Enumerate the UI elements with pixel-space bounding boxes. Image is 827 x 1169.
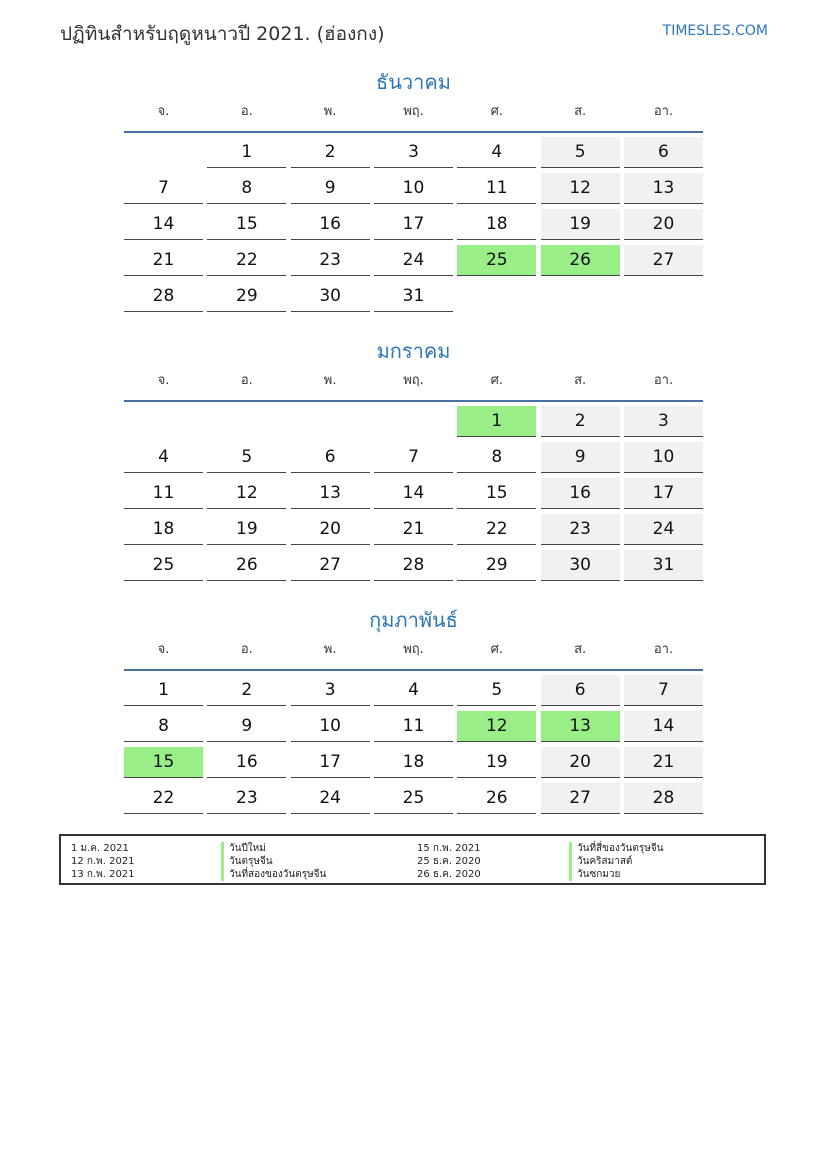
- week-row: [124, 281, 703, 317]
- legend-holiday-name: วันปีใหม่: [221, 842, 266, 855]
- weekday-label: อ.: [240, 373, 253, 388]
- day-cell[interactable]: 29: [457, 550, 536, 581]
- day-cell[interactable]: 10: [291, 711, 370, 742]
- day-cell[interactable]: 31: [624, 550, 703, 581]
- legend-holiday-name: วันที่สี่ของวันตรุษจีน: [569, 842, 663, 855]
- week-row: [124, 245, 703, 281]
- day-cell[interactable]: 13: [291, 478, 370, 509]
- day-cell[interactable]: 18: [374, 747, 453, 778]
- weekday-header: [124, 99, 703, 131]
- weekday-label: อ.: [240, 642, 253, 657]
- day-cell[interactable]: 25: [457, 245, 536, 276]
- day-cell[interactable]: 22: [207, 245, 286, 276]
- day-cell[interactable]: 27: [291, 550, 370, 581]
- weekday-label: จ.: [157, 104, 170, 119]
- weekday-label: อ.: [240, 104, 253, 119]
- week-row: [124, 550, 703, 586]
- day-cell[interactable]: 16: [291, 209, 370, 240]
- day-cell[interactable]: 23: [541, 514, 620, 545]
- week-row: [124, 514, 703, 550]
- empty-day-cell: [374, 406, 453, 437]
- day-cell[interactable]: 3: [374, 137, 453, 168]
- day-cell[interactable]: 5: [541, 137, 620, 168]
- day-cell[interactable]: 23: [207, 783, 286, 814]
- day-cell[interactable]: 2: [541, 406, 620, 437]
- weekday-label: ส.: [574, 642, 587, 657]
- weekday-header: [124, 368, 703, 400]
- day-cell[interactable]: 25: [374, 783, 453, 814]
- empty-day-cell: [624, 281, 703, 312]
- week-row: [124, 478, 703, 514]
- day-cell[interactable]: 15: [124, 747, 203, 778]
- day-cell[interactable]: 26: [541, 245, 620, 276]
- day-cell[interactable]: 20: [291, 514, 370, 545]
- empty-day-cell: [541, 281, 620, 312]
- day-cell[interactable]: 28: [624, 783, 703, 814]
- weekday-label: พฤ.: [403, 104, 424, 119]
- day-cell[interactable]: 27: [541, 783, 620, 814]
- day-cell[interactable]: 8: [124, 711, 203, 742]
- legend-date: 1 ม.ค. 2021: [71, 843, 129, 854]
- week-row: [124, 783, 703, 819]
- day-cell[interactable]: 21: [374, 514, 453, 545]
- day-cell[interactable]: 18: [124, 514, 203, 545]
- week-row: [124, 173, 703, 209]
- weekday-header: [124, 637, 703, 669]
- day-cell[interactable]: 5: [207, 442, 286, 473]
- week-row: [124, 711, 703, 747]
- day-cell[interactable]: 20: [541, 747, 620, 778]
- legend-holiday-name: วันซกมวย: [569, 868, 620, 881]
- empty-day-cell: [207, 406, 286, 437]
- day-cell[interactable]: 26: [207, 550, 286, 581]
- day-cell[interactable]: 28: [124, 281, 203, 312]
- day-cell[interactable]: 11: [374, 711, 453, 742]
- day-cell[interactable]: 31: [374, 281, 453, 312]
- day-cell[interactable]: 16: [207, 747, 286, 778]
- weekday-label: พ.: [323, 373, 337, 388]
- day-cell[interactable]: 1: [207, 137, 286, 168]
- day-cell[interactable]: 4: [457, 137, 536, 168]
- day-cell[interactable]: 11: [124, 478, 203, 509]
- day-cell[interactable]: 1: [457, 406, 536, 437]
- month-divider: [124, 669, 703, 671]
- week-row: [124, 442, 703, 478]
- day-cell[interactable]: 7: [374, 442, 453, 473]
- day-cell[interactable]: 6: [291, 442, 370, 473]
- day-cell[interactable]: 14: [374, 478, 453, 509]
- day-cell[interactable]: 22: [457, 514, 536, 545]
- week-row: [124, 209, 703, 245]
- month-grid: [124, 137, 703, 317]
- day-cell[interactable]: 12: [457, 711, 536, 742]
- day-cell[interactable]: 3: [624, 406, 703, 437]
- month-title: กุมภาพันธ์: [369, 608, 458, 632]
- day-cell[interactable]: 10: [624, 442, 703, 473]
- day-cell[interactable]: 5: [457, 675, 536, 706]
- day-cell[interactable]: 21: [624, 747, 703, 778]
- day-cell[interactable]: 30: [541, 550, 620, 581]
- legend-holiday-name: วันคริสมาสต์: [569, 855, 632, 868]
- day-cell[interactable]: 13: [624, 173, 703, 204]
- weekday-label: ส.: [574, 104, 587, 119]
- day-cell[interactable]: 19: [541, 209, 620, 240]
- empty-day-cell: [124, 137, 203, 168]
- weekday-label: พฤ.: [403, 642, 424, 657]
- day-cell[interactable]: 7: [624, 675, 703, 706]
- weekday-label: อา.: [653, 373, 674, 388]
- month-grid: [124, 675, 703, 819]
- day-cell[interactable]: 14: [624, 711, 703, 742]
- weekday-label: ศ.: [490, 642, 503, 657]
- empty-day-cell: [457, 281, 536, 312]
- day-cell[interactable]: 24: [374, 245, 453, 276]
- day-cell[interactable]: 8: [457, 442, 536, 473]
- day-cell[interactable]: 2: [207, 675, 286, 706]
- month-divider: [124, 400, 703, 402]
- day-cell[interactable]: 15: [207, 209, 286, 240]
- day-cell[interactable]: 6: [541, 675, 620, 706]
- weekday-label: พฤ.: [403, 373, 424, 388]
- day-cell[interactable]: 9: [541, 442, 620, 473]
- legend-date: 15 ก.พ. 2021: [417, 843, 481, 854]
- weekday-label: จ.: [157, 642, 170, 657]
- day-cell[interactable]: 21: [124, 245, 203, 276]
- day-cell[interactable]: 11: [457, 173, 536, 204]
- weekday-label: พ.: [323, 104, 337, 119]
- page-title: ปฏิทินสำหรับฤดูหนาวปี 2021. (ฮ่องกง): [60, 23, 385, 45]
- weekday-label: ศ.: [490, 104, 503, 119]
- day-cell[interactable]: 18: [457, 209, 536, 240]
- month-title: ธันวาคม: [376, 70, 451, 94]
- day-cell[interactable]: 9: [207, 711, 286, 742]
- day-cell[interactable]: 29: [207, 281, 286, 312]
- day-cell[interactable]: 3: [291, 675, 370, 706]
- legend-date: 25 ธ.ค. 2020: [417, 856, 481, 867]
- week-row: [124, 747, 703, 783]
- site-link[interactable]: TIMESLES.COM: [662, 23, 768, 39]
- day-cell[interactable]: 24: [291, 783, 370, 814]
- empty-day-cell: [124, 406, 203, 437]
- day-cell[interactable]: 1: [124, 675, 203, 706]
- weekday-label: พ.: [323, 642, 337, 657]
- week-row: [124, 406, 703, 442]
- weekday-label: ส.: [574, 373, 587, 388]
- legend-date: 13 ก.พ. 2021: [71, 869, 135, 880]
- day-cell[interactable]: 12: [541, 173, 620, 204]
- day-cell[interactable]: 27: [624, 245, 703, 276]
- day-cell[interactable]: 17: [291, 747, 370, 778]
- day-cell[interactable]: 4: [124, 442, 203, 473]
- day-cell[interactable]: 14: [124, 209, 203, 240]
- day-cell[interactable]: 15: [457, 478, 536, 509]
- legend-date: 26 ธ.ค. 2020: [417, 869, 481, 880]
- weekday-label: อา.: [653, 104, 674, 119]
- day-cell[interactable]: 8: [207, 173, 286, 204]
- day-cell[interactable]: 30: [291, 281, 370, 312]
- holiday-legend: [59, 834, 766, 885]
- day-cell[interactable]: 23: [291, 245, 370, 276]
- day-cell[interactable]: 16: [541, 478, 620, 509]
- week-row: [124, 675, 703, 711]
- month-january: [124, 334, 703, 586]
- day-cell[interactable]: 19: [457, 747, 536, 778]
- day-cell[interactable]: 13: [541, 711, 620, 742]
- day-cell[interactable]: 9: [291, 173, 370, 204]
- day-cell[interactable]: 25: [124, 550, 203, 581]
- day-cell[interactable]: 7: [124, 173, 203, 204]
- month-divider: [124, 131, 703, 133]
- weekday-label: จ.: [157, 373, 170, 388]
- day-cell[interactable]: 6: [624, 137, 703, 168]
- month-february: [124, 603, 703, 819]
- week-row: [124, 137, 703, 173]
- legend-date: 12 ก.พ. 2021: [71, 856, 135, 867]
- day-cell[interactable]: 19: [207, 514, 286, 545]
- day-cell[interactable]: 22: [124, 783, 203, 814]
- day-cell[interactable]: 28: [374, 550, 453, 581]
- month-december: [124, 65, 703, 317]
- day-cell[interactable]: 26: [457, 783, 536, 814]
- legend-holiday-name: วันที่สองของวันตรุษจีน: [221, 868, 326, 881]
- legend-holiday-name: วันตรุษจีน: [221, 855, 273, 868]
- day-cell[interactable]: 10: [374, 173, 453, 204]
- day-cell[interactable]: 4: [374, 675, 453, 706]
- month-grid: [124, 406, 703, 586]
- day-cell[interactable]: 24: [624, 514, 703, 545]
- weekday-label: อา.: [653, 642, 674, 657]
- weekday-label: ศ.: [490, 373, 503, 388]
- month-title: มกราคม: [376, 339, 451, 363]
- day-cell[interactable]: 20: [624, 209, 703, 240]
- day-cell[interactable]: 17: [624, 478, 703, 509]
- day-cell[interactable]: 17: [374, 209, 453, 240]
- day-cell[interactable]: 12: [207, 478, 286, 509]
- empty-day-cell: [291, 406, 370, 437]
- day-cell[interactable]: 2: [291, 137, 370, 168]
